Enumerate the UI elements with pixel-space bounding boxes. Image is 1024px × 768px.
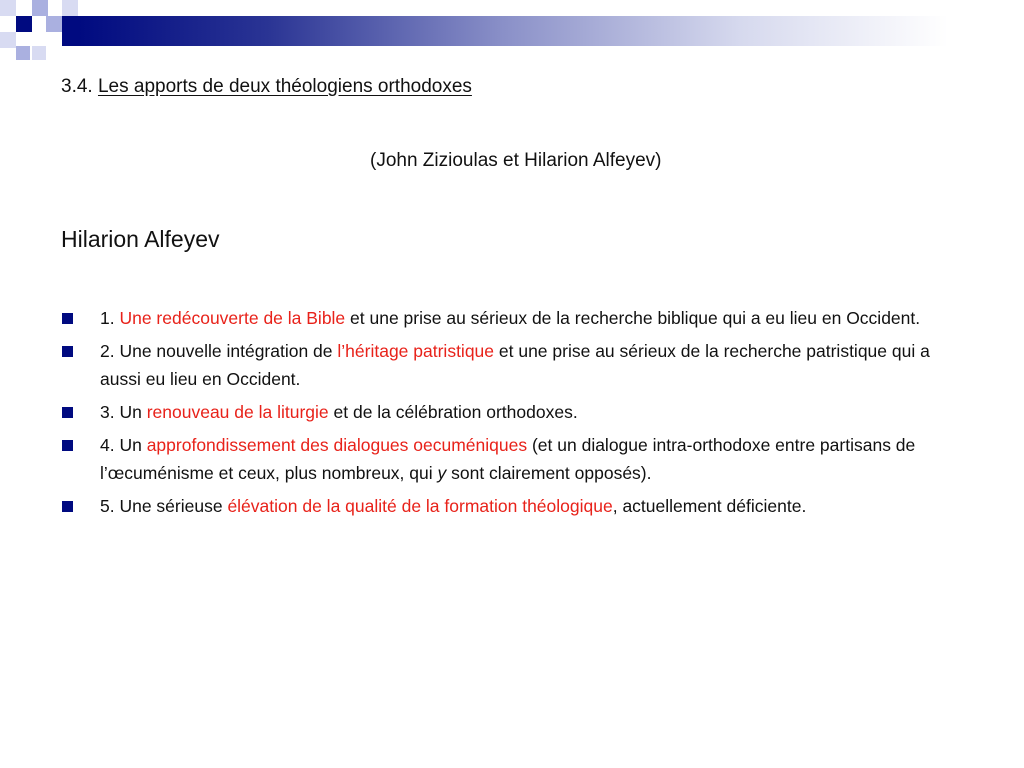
deco-square <box>46 16 62 32</box>
list-item: 4. Un approfondissement des dialogues oecuméniques (et un dialogue intra-orthodoxe entre partisans de l’œcuménisme et ceux, plus nombreux, qui y sont clairement opposés). <box>61 431 941 487</box>
subtitle: (John Zizioulas et Hilarion Alfeyev) <box>370 150 662 171</box>
deco-square <box>32 0 48 16</box>
square-bullet-icon <box>62 313 73 324</box>
deco-square <box>16 16 32 32</box>
square-bullet-icon <box>62 346 73 357</box>
square-bullet-icon <box>62 501 73 512</box>
list-item: 3. Un renouveau de la liturgie et de la célébration orthodoxes. <box>61 398 941 426</box>
bullet-list <box>61 304 941 525</box>
list-item: 5. Une sérieuse élévation de la qualité de la formation théologique, actuellement déficiente. <box>61 492 941 520</box>
section-number: 3.4. <box>61 76 93 97</box>
highlighted-phrase: élévation de la qualité de la formation théologique <box>227 496 613 516</box>
highlighted-phrase: l’héritage patristique <box>337 341 495 361</box>
deco-square <box>62 16 78 46</box>
section-heading <box>61 76 472 98</box>
deco-square <box>32 46 46 60</box>
square-bullet-icon <box>62 440 73 451</box>
deco-square <box>0 32 16 48</box>
highlighted-phrase: approfondissement des dialogues oecuméniques <box>146 435 528 455</box>
deco-square <box>16 46 30 60</box>
header-gradient-bar <box>78 16 1024 46</box>
highlighted-phrase: renouveau de la liturgie <box>146 402 329 422</box>
section-title: Les apports de deux théologiens orthodoxes <box>97 76 472 97</box>
list-item: 1. Une redécouverte de la Bible et une prise au sérieux de la recherche biblique qui a eu lieu en Occident. <box>61 304 941 332</box>
highlighted-phrase: Une redécouverte de la Bible <box>119 308 346 328</box>
person-heading: Hilarion Alfeyev <box>61 226 220 252</box>
deco-square <box>62 0 78 16</box>
list-item: 2. Une nouvelle intégration de l’héritage patristique et une prise au sérieux de la recherche patristique qui a aussi eu lieu en Occident. <box>61 337 941 393</box>
deco-square <box>0 0 16 16</box>
square-bullet-icon <box>62 407 73 418</box>
